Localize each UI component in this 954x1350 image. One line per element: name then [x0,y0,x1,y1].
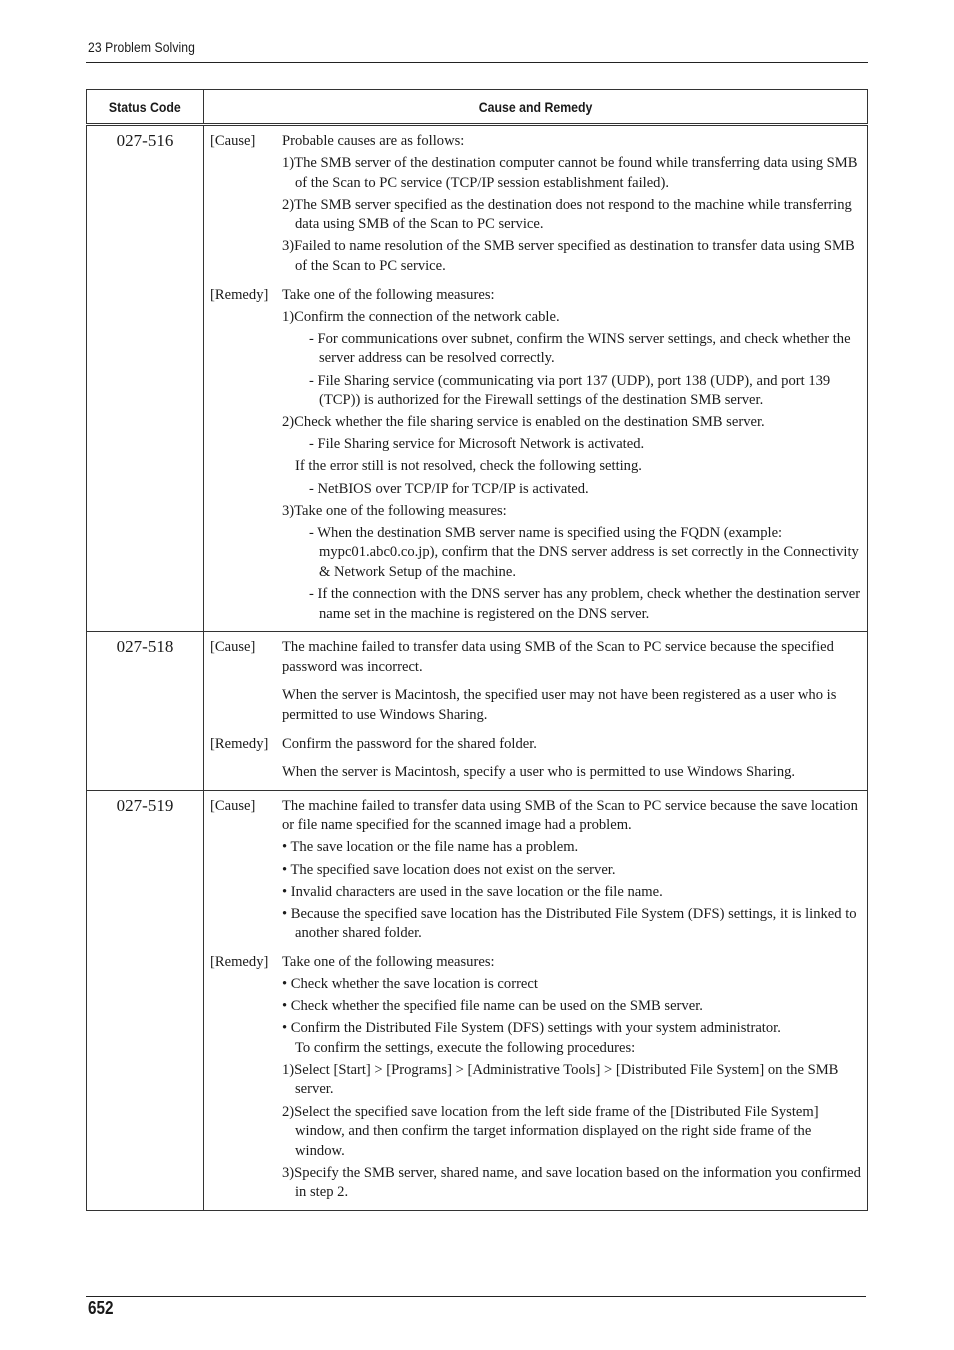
remedy-subitem: - If the connection with the DNS server has any problem, check whether the destination server name set in the machine is registered on the DNS server. [309,585,861,622]
cause-bullet: • Because the specified save location has the Distributed File System (DFS) settings, it is linked to another shared folder. [282,905,857,942]
status-code: 027-519 [87,790,204,1210]
table-header-row [87,90,868,125]
cause-item: 2)The SMB server specified as the destination does not respond to the machine while transferring data using SMB of the Scan to PC service. [282,196,852,233]
remedy-block [210,953,861,1203]
header-rule [86,62,868,63]
cause-remedy-cell [204,632,868,791]
column-header-cause-remedy: Cause and Remedy [204,90,868,125]
page-number: 652 [88,1298,114,1318]
table-row [87,125,868,632]
section-header: 23 Problem Solving [88,40,195,55]
remedy-step: 2)Check whether the file sharing service is enabled on the destination SMB server. [282,414,765,431]
remedy-label: [Remedy] [210,286,269,303]
status-code: 027-518 [87,632,204,791]
cause-bullet: • The specified save location does not exist on the server. [282,861,616,878]
remedy-paragraph: Confirm the password for the shared folder. [282,735,537,752]
status-code-table [86,89,868,1211]
remedy-subitem: - NetBIOS over TCP/IP for TCP/IP is activated. [309,480,589,497]
remedy-intro: Take one of the following measures: [282,286,495,303]
remedy-subitem: - File Sharing service (communicating via port 137 (UDP), port 138 (UDP), and port 139 (TCP)) is authorized for the Firewall settings of the destination SMB server. [309,372,831,409]
remedy-bullet: • Check whether the save location is correct [282,975,538,992]
remedy-bullet: • Confirm the Distributed File System (DFS) settings with your system administrator. [282,1020,781,1037]
cause-label: [Cause] [210,133,256,149]
cause-item: 1)The SMB server of the destination computer cannot be found while transferring data using SMB of the Scan to PC service (TCP/IP session establishment failed). [282,155,858,191]
cause-intro: The machine failed to transfer data using SMB of the Scan to PC service because the save location or file name specified for the scanned image had a problem. [282,797,858,834]
remedy-label: [Remedy] [210,735,269,752]
remedy-step: 3)Specify the SMB server, shared name, and save location based on the information you confirmed in step 2. [282,1164,861,1201]
remedy-intro: Take one of the following measures: [282,953,495,970]
cause-item: 3)Failed to name resolution of the SMB server specified as destination to transfer data using SMB of the Scan to PC service. [282,238,855,275]
cause-bullet: • Invalid characters are used in the save location or the file name. [282,883,663,900]
table-row [87,790,868,1210]
remedy-subitem: - For communications over subnet, confirm the WINS server settings, and check whether the server address can be resolved correctly. [309,330,851,367]
cause-block [210,638,861,725]
cause-paragraph: The machine failed to transfer data using SMB of the Scan to PC service because the specified password was incorrect. [282,639,834,675]
remedy-subitem: - File Sharing service for Microsoft Network is activated. [309,436,645,453]
remedy-block [210,286,861,625]
footer-rule [86,1296,866,1297]
cause-block [210,797,861,944]
remedy-paragraph: When the server is Macintosh, specify a user who is permitted to use Windows Sharing. [282,764,796,781]
remedy-step: 3)Take one of the following measures: [282,502,507,519]
remedy-step: 2)Select the specified save location from the left side frame of the [Distributed File System] window, and then confirm the target information displayed on the right side frame of the window. [282,1103,819,1159]
cause-bullet: • The save location or the file name has a problem. [282,839,579,856]
remedy-label: [Remedy] [210,953,269,970]
remedy-bullet: • Check whether the specified file name can be used on the SMB server. [282,998,703,1015]
cause-intro: Probable causes are as follows: [282,133,465,149]
cause-label: [Cause] [210,797,256,814]
cause-block [210,132,861,277]
remedy-step: 1)Select [Start] > [Programs] > [Administrative Tools] > [Distributed File System] on the SMB server. [282,1061,839,1098]
table-row [87,632,868,791]
cause-remedy-cell [204,790,868,1210]
column-header-status-code: Status Code [87,90,204,125]
cause-label: [Cause] [210,639,256,656]
remedy-note: If the error still is not resolved, check the following setting. [295,458,642,475]
cause-paragraph: When the server is Macintosh, the specified user may not have been registered as a user who is permitted to use Windows Sharing. [282,687,837,723]
remedy-block [210,735,861,783]
remedy-subitem: - When the destination SMB server name is specified using the FQDN (example: mypc01.abc0.co.jp), confirm that the DNS server address is set correctly in the Connectivity & Network Setup of the machine. [309,524,859,580]
remedy-bullet-continuation: To confirm the settings, execute the following procedures: [295,1039,636,1056]
remedy-step: 1)Confirm the connection of the network cable. [282,308,560,325]
cause-remedy-cell [204,125,868,632]
status-code: 027-516 [87,125,204,632]
